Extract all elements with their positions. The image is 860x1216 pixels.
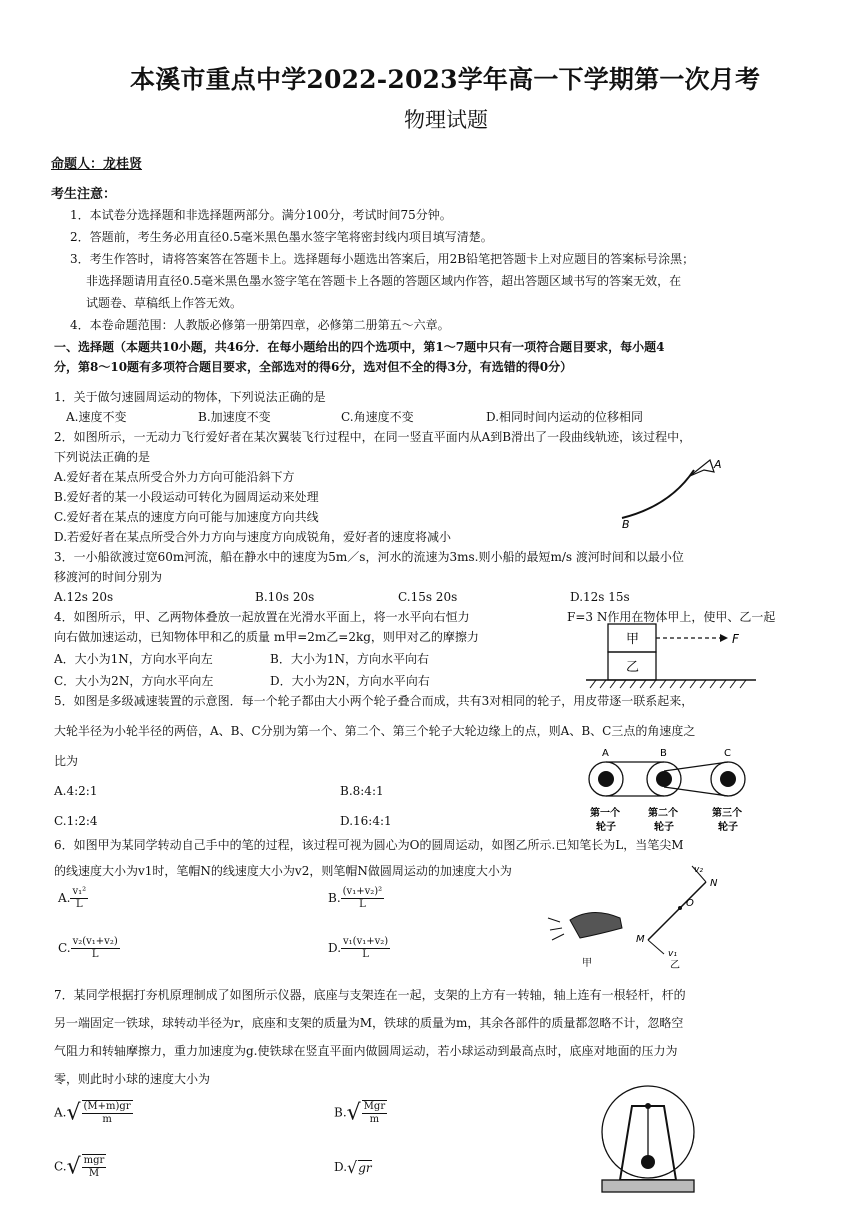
q7-option-a [54,1100,133,1126]
q5-wheel-1-label: 第一个 [590,808,620,819]
q6-label-jia: 甲 [582,958,592,969]
q5-option-c: C.1:2:4 [54,814,98,828]
q6-pen-line [648,882,706,940]
q6-label-yi: 乙 [670,960,680,971]
notice-item-3-cont: 非选择题请用直径0.5毫米黑色墨水签字笔在答题卡上各题的答题区域内作答，超出答题区域书写的答案无效，在 [86,274,682,288]
notice-item-4: 4．本卷命题范围：人教版必修第一册第四章，必修第二册第五～六章。 [70,318,450,332]
q6-stem-1: 6．如图甲为某同学转动自己手中的笔的过程，该过程可视为圆心为O的圆周运动，如图乙所示.已知笔长为L，当笔尖M [54,838,684,852]
q6-hand-icon [570,912,622,938]
q4-label-top: 甲 [626,632,640,647]
q4-stem-1a: 4．如图所示，甲、乙两物体叠放一起放置在光滑水平面上，将一水平向右恒力 [54,610,470,624]
notice-item-3-cont2: 试题卷、草稿纸上作答无效。 [86,296,243,310]
sqrt-icon: √ [346,1100,361,1126]
q4-block-figure [586,618,756,690]
q5-wheel-1-suffix: 轮子 [596,822,616,833]
q2-option-b: B.爱好者的某一小段运动可转化为圆周运动来处理 [54,490,319,504]
q2-label-b: B [622,518,630,530]
sqrt-icon: √ [347,1158,358,1177]
q7-d-expr: gr [358,1161,372,1175]
q3-option-c: C.15s 20s [398,590,458,604]
q4-option-d: D．大小为2N，方向水平向右 [270,674,430,688]
q6-label-m: M [636,934,645,945]
q6-a-num: v₁² [72,886,87,897]
q7-c-den: M [88,1168,100,1179]
q7-stem-3: 气阻力和转轴摩擦力，重力加速度为g.使铁球在竖直平面内做圆周运动，若小球运动到最高点时，底座对地面的压力为 [54,1044,678,1058]
q4-option-b: B．大小为1N，方向水平向右 [270,652,429,666]
q7-a-num: (M+m)gr [83,1101,131,1112]
q2-option-d: D.若爱好者在某点所受合外力方向与速度方向成锐角，爱好者的速度将减小 [54,530,452,544]
q7-option-d [334,1158,372,1177]
q5-wheels-figure [582,744,767,836]
q6-option-b [328,886,384,911]
section-header-line1: 一、选择题（本题共10小题，共46分．在每小题给出的四个选项中，第1～7题中只有一项符合题目要求，每小题4 [54,340,665,354]
q5-stem-3: 比为 [54,754,79,768]
q7-option-b-letter: B. [334,1105,347,1120]
q4-stem-1b: F=3 N作用在物体甲上，使甲、乙一起 [567,610,776,624]
q4-label-bottom: 乙 [626,660,640,675]
q6-option-d [328,936,390,961]
q1-option-d: D.相同时间内运动的位移相同 [486,410,644,424]
q6-label-v2: v₂ [694,865,703,875]
q5-option-a: A.4:2:1 [54,784,98,798]
q2-option-a: A.爱好者在某点所受合外力方向可能沿斜下方 [54,470,295,484]
q4-ground-hatch [590,680,746,688]
q5-stem-1: 5．如图是多级减速装置的示意图．每一个轮子都由大小两个轮子叠合而成，共有3对相同的轮子，用皮带逐一联系起来， [54,694,694,708]
q7-option-d-letter: D. [334,1160,348,1174]
q6-b-num: (v₁+v₂)² [342,886,383,897]
q6-d-num: v₁(v₁+v₂) [343,936,389,947]
q4-force-arrowhead [720,634,728,642]
q7-option-a-letter: A. [54,1105,67,1120]
q6-a-den: L [76,899,83,910]
q6-option-a [58,886,88,911]
q7-option-c-letter: C. [54,1159,67,1174]
q6-option-c [58,936,120,961]
q5-stem-2: 大轮半径为小轮半径的两倍，A、B、C分别为第一个、第二个、第三个轮子大轮边缘上的点，则A、B、C三点的角速度之 [54,724,696,738]
q6-pen-figure [540,862,740,974]
q4-option-c: C．大小为2N，方向水平向左 [54,674,214,688]
q3-stem-2: 移渡河的时间分别为 [54,570,163,584]
q5-wheel-3-suffix: 轮子 [718,822,738,833]
q6-v1-arrow [648,940,664,954]
q1-option-b: B.加速度不变 [198,410,271,424]
q4-stem-2: 向右做加速运动，已知物体甲和乙的质量 m甲=2m乙=2kg，则甲对乙的摩擦力 [54,630,479,644]
q6-option-c-letter: C. [58,941,71,955]
notice-item-2: 2．答题前，考生务必用直径0.5毫米黑色墨水签字笔将密封线内项目填写清楚。 [70,230,493,244]
q7-stem-1: 7．某同学根据打夯机原理制成了如图所示仪器，底座与支架连在一起，支架的上方有一转轴，轴上连有一根轻杆，杆的 [54,988,686,1002]
q6-label-o: O [686,898,694,909]
q5-wheel-1-small [598,771,614,787]
q7-b-den: m [369,1114,380,1125]
q3-option-b: B.10s 20s [255,590,315,604]
q2-stem-2: 下列说法正确的是 [54,450,151,464]
q7-stem-2: 另一端固定一铁球，球转动半径为r，底座和支架的质量为M，铁球的质量为m，其余各部件的质量都忽略不计，忽略空 [54,1016,684,1030]
q1-option-c: C.角速度不变 [341,410,414,424]
q4-label-force: F [732,632,739,646]
q2-trajectory-figure [610,450,750,530]
q5-option-b: B.8:4:1 [340,784,384,798]
q7-a-den: m [102,1114,112,1125]
q3-option-a: A.12s 20s [54,590,114,604]
q5-point-a: A [602,748,609,759]
q5-point-b: B [660,748,667,759]
q2-trajectory-curve [622,470,694,518]
q5-wheel-2-small [656,771,672,787]
page-subtitle: 物理试题 [404,108,488,132]
sqrt-icon: √ [66,1154,81,1180]
author-line: 命题人：龙桂贤 [51,157,143,172]
q6-option-a-letter: A. [58,891,71,905]
q2-stem-1: 2．如图所示，一无动力飞行爱好者在某次翼装飞行过程中，在同一竖直平面内从A到B滑出了一段曲线轨迹，该过程中， [54,430,692,444]
q3-option-d: D.12s 15s [570,590,630,604]
q7-option-b [334,1100,387,1126]
q6-option-b-letter: B. [328,891,341,905]
q6-c-num: v₂(v₁+v₂) [72,936,118,947]
page-title: 本溪市重点中学2022-2023学年高一下学期第一次月考 [130,65,761,94]
q7-option-c [54,1154,106,1180]
q5-point-c: C [724,748,731,759]
q1-stem: 1．关于做匀速圆周运动的物体，下列说法正确的是 [54,390,326,404]
q4-option-a: A．大小为1N，方向水平向左 [54,652,213,666]
q6-c-den: L [91,949,99,960]
q7-base [602,1180,694,1192]
q5-option-d: D.16:4:1 [340,814,392,828]
q7-b-num: Mgr [363,1101,386,1112]
q2-label-a: A [714,458,722,471]
q6-center-o [678,906,682,910]
q3-stem-1: 3．一小船欲渡过宽60m河流，船在静水中的速度为5m／s，河水的流速为3ms.则小船的最短m/s 渡河时间和以最小位 [54,550,684,564]
q6-option-d-letter: D. [328,941,342,955]
section-header-line2: 分，第8～10题有多项符合题目要求，全部选对的得6分，选对但不全的得3分，有选错的得0分） [54,360,573,374]
q7-c-num: mgr [83,1155,105,1166]
q7-stem-4: 零，则此时小球的速度大小为 [54,1072,211,1086]
q2-option-c: C.爱好者在某点的速度方向可能与加速度方向共线 [54,510,319,524]
q6-b-den: L [359,899,366,910]
q6-label-n: N [710,878,718,889]
q6-d-den: L [362,949,369,960]
notice-heading: 考生注意： [51,187,117,202]
q6-label-v1: v₁ [668,949,677,959]
q5-wheel-3-label: 第三个 [712,808,742,819]
q2-flyer-icon [690,460,714,476]
sqrt-icon: √ [66,1100,81,1126]
q7-rammer-figure [592,1082,704,1198]
q5-wheel-3-small [720,771,736,787]
q5-wheel-2-suffix: 轮子 [654,822,674,833]
q5-wheel-2-label: 第二个 [648,808,678,819]
q6-motion-lines [548,918,564,940]
q1-option-a: A.速度不变 [66,410,127,424]
notice-item-3: 3．考生作答时，请将答案答在答题卡上。选择题每小题选出答案后，用2B铅笔把答题卡上对应题目的答案标号涂黑； [70,252,695,266]
q6-stem-2: 的线速度大小为v1时，笔帽N的线速度大小为v2，则笔帽N做圆周运动的加速度大小为 [54,864,512,878]
notice-item-1: 1．本试卷分选择题和非选择题两部分。满分100分，考试时间75分钟。 [70,208,452,222]
q7-iron-ball [641,1155,655,1169]
